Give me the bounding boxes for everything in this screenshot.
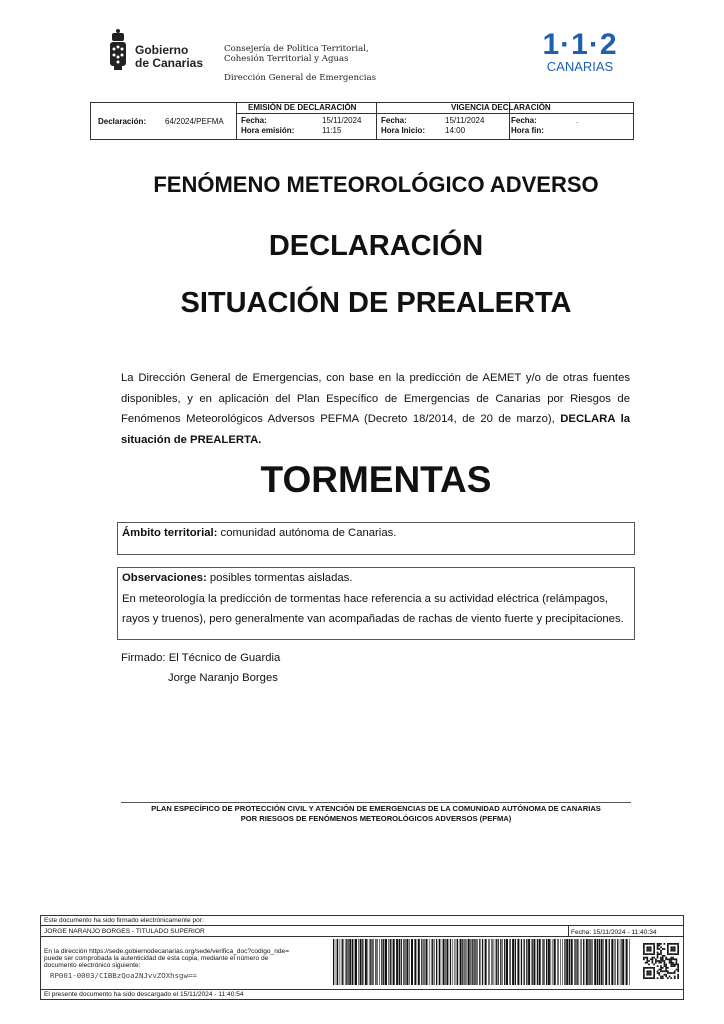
- verify-line3: documento electrónico siguiente:: [44, 962, 141, 969]
- verify-text: [44, 948, 334, 969]
- signed-by: Firmado: El Técnico de Guardia: [121, 652, 281, 664]
- logo-112-canarias: [541, 30, 619, 74]
- plan-title: [121, 804, 631, 824]
- plan-line1: PLAN ESPECÍFICO DE PROTECCIÓN CIVIL Y ATENCIÓN DE EMERGENCIAS DE LA COMUNIDAD AUTÓNOMA DE CANARIAS: [151, 804, 601, 813]
- gobierno-canarias-logo-text: [135, 44, 203, 70]
- verify-line2: puede ser comprobada la autenticidad de esta copia, mediante el número de: [44, 955, 269, 962]
- emision-hora-label: Hora emisión:: [241, 126, 295, 135]
- plan-divider: [121, 802, 631, 803]
- logo-112-sub: CANARIAS: [546, 59, 614, 74]
- logo-112-number: 1·1·2: [542, 28, 618, 61]
- verify-line1: En la dirección https://sede.gobiernodecanarias.org/sede/verifica_doc?codigo_nde=: [44, 948, 290, 955]
- inicio-hora-label: Hora Inicio:: [381, 126, 426, 135]
- observaciones-label: Observaciones:: [122, 572, 207, 584]
- consejeria-name: [224, 44, 369, 64]
- document-code: RP001-0003/CIBBzQoa2NJvvZOXhsgw==: [50, 971, 197, 980]
- barcode-icon: [333, 939, 631, 985]
- fin-fecha-label: Fecha:: [511, 116, 537, 125]
- hazard-title: TORMENTAS: [260, 459, 492, 500]
- observaciones-value: posibles tormentas aisladas.: [206, 572, 353, 584]
- observaciones-line2: En meteorología la predicción de tormentas hace referencia a su actividad eléctrica (relámpagos,: [122, 592, 609, 605]
- declaration-number: 64/2024/PEFMA: [165, 117, 224, 126]
- emision-fecha: 15/11/2024: [322, 116, 362, 125]
- intro-paragraph: [121, 368, 630, 450]
- fin-fecha: .: [576, 116, 579, 125]
- emision-fecha-label: Fecha:: [241, 116, 267, 125]
- observaciones-line3: rayos y truenos), pero generalmente van acompañadas de rachas de viento fuerte y precipitaciones.: [122, 613, 624, 625]
- inicio-hora: 14:00: [445, 126, 466, 135]
- emision-header: EMISIÓN DE DECLARACIÓN: [248, 103, 357, 112]
- emision-hora: 11:15: [322, 126, 342, 135]
- logo-gc-line2: de Canarias: [135, 56, 204, 70]
- declaration-table: [90, 102, 634, 140]
- signer-line: JORGE NARANJO BORGES - TITULADO SUPERIOR: [44, 928, 205, 935]
- declaration-label: Declaración:: [98, 117, 147, 126]
- logo-gc-line1: Gobierno: [135, 43, 189, 57]
- situacion-title: SITUACIÓN DE PREALERTA: [180, 287, 572, 319]
- intro-bold: DECLARA la situación de PREALERTA.: [121, 413, 630, 446]
- consejeria-line1: Consejería de Política Territorial,: [224, 44, 369, 54]
- observaciones-box: [117, 567, 635, 640]
- canarias-coat-of-arms-icon: [108, 28, 128, 72]
- signature-block: [121, 648, 280, 688]
- downloaded-notice: El presente documento ha sido descargado el 15/11/2024 - 11:40:54: [44, 991, 244, 998]
- signer-name: Jorge Naranjo Borges: [168, 672, 278, 684]
- ambito-value: comunidad autónoma de Canarias.: [217, 527, 397, 539]
- intro-text: La Dirección General de Emergencias, con base en la predicción de AEMET y/o de otras fuentes disponibles, y en aplicación del Plan Específico de Emergencias de Canarias por Riesgos de Fenómenos Meteorológicos Adversos PEFMA (Decreto 18/2014, de 20 de marzo),: [121, 372, 630, 425]
- ambito-box: [117, 522, 635, 555]
- signature-date: Fecha: 15/11/2024 - 11:40:34: [571, 929, 657, 936]
- vigencia-header: VIGENCIA DECLARACIÓN: [451, 103, 551, 112]
- ambito-label: Ámbito territorial:: [122, 527, 218, 539]
- plan-line2: POR RIESGOS DE FENÓMENOS METEOROLÓGICOS ADVERSOS (PEFMA): [240, 814, 512, 823]
- observaciones-line1: [122, 568, 634, 589]
- inicio-fecha: 15/11/2024: [445, 116, 485, 125]
- declaracion-title: DECLARACIÓN: [268, 230, 484, 262]
- phenomenon-title: FENÓMENO METEOROLÓGICO ADVERSO: [153, 172, 599, 197]
- direccion-general: Dirección General de Emergencias: [224, 73, 377, 83]
- fin-hora-label: Hora fin:: [511, 126, 544, 135]
- consejeria-line2: Cohesión Territorial y Aguas: [224, 54, 349, 64]
- qr-code-icon[interactable]: [643, 943, 679, 979]
- inicio-fecha-label: Fecha:: [381, 116, 407, 125]
- signed-notice: Este documento ha sido firmado electrónicamente por:: [44, 917, 204, 924]
